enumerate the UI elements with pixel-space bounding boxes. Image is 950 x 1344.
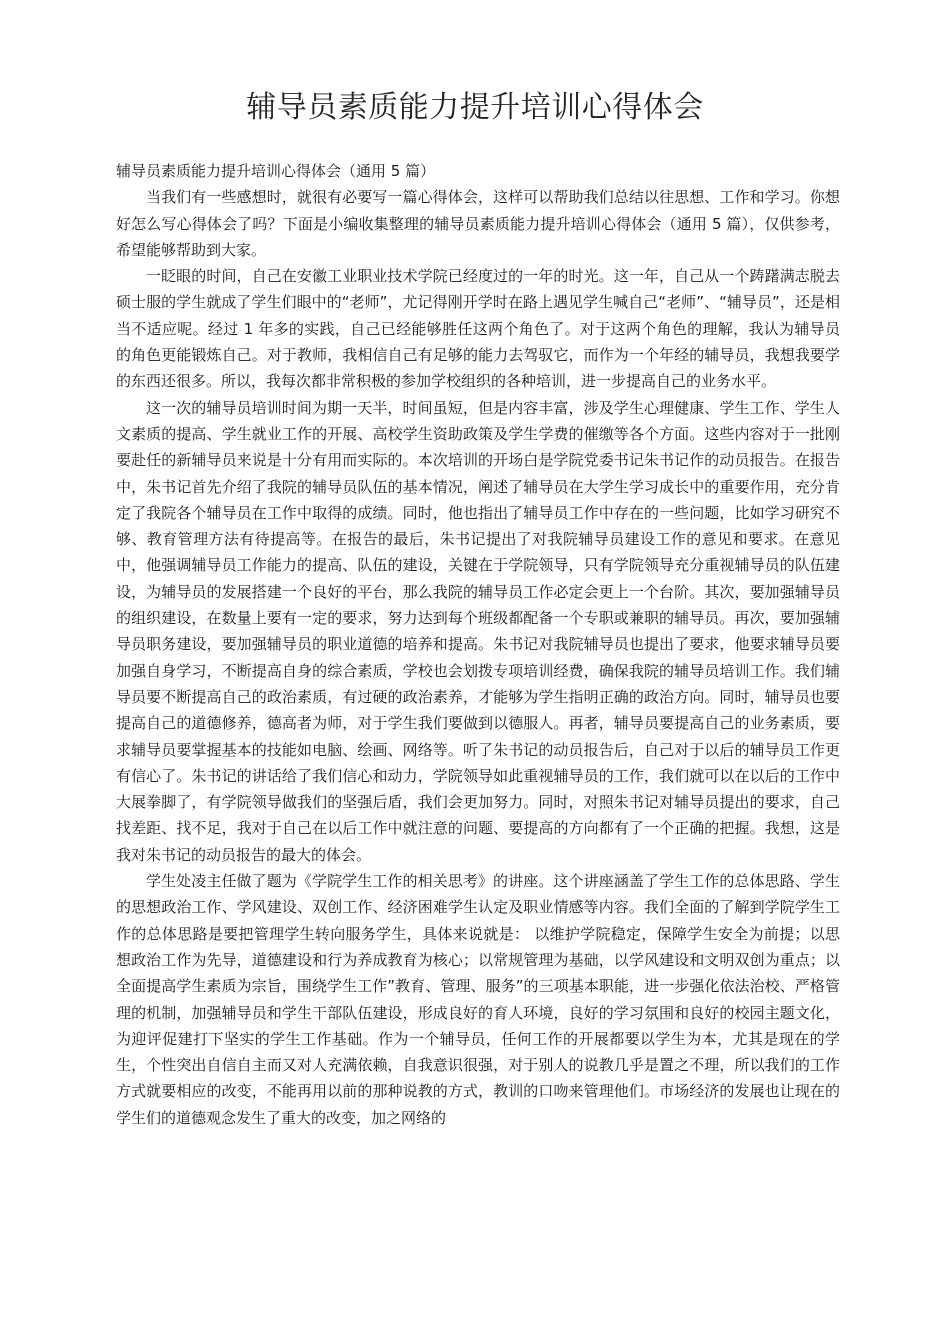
document-subtitle: 辅导员素质能力提升培训心得体会（通用 5 篇） xyxy=(116,162,436,180)
document-title: 辅导员素质能力提升培训心得体会 xyxy=(246,90,704,125)
document-body xyxy=(116,158,840,1131)
paragraph-one-year: 一眨眼的时间，自己在安徽工业职业技术学院已经度过的一年的时光。这一年，自己从一个踌躇满志脱去硕士服的学生就成了学生们眼中的“老师”，尤记得刚开学时在路上遇见学生喊自己“老师”、“辅导员”，还是相当不适应呢。经过 1 年多的实践，自己已经能够胜任这两个角色了。对于这两个角色的理解，我认为辅导员的角色更能锻炼自己。对于教师，我相信自己有足够的能力去驾驭它，而作为一个年经的辅导员，我想我要学的东西还很多。所以，我每次都非常积极的参加学校组织的各种培训，进一步提高自己的业务水平。 xyxy=(116,267,840,391)
paragraph-lecture: 学生处凌主任做了题为《学院学生工作的相关思考》的讲座。这个讲座涵盖了学生工作的总体思路、学生的思想政治工作、学风建设、双创工作、经济困难学生认定及职业情感等内容。我们全面的了解到学院学生工作的总体思路是要把管理学生转向服务学生，具体来说就是： 以维护学院稳定，保障学生安全为前提；以思想政治工作为先导，道德建设和行为养成教育为核心；以常规管理为基础，以学风建设和文明双创为重点；以全面提高学生素质为宗旨，围绕学生工作”教育、管理、服务”的三项基本职能，进一步强化依法治校、严格管理的机制，加强辅导员和学生干部队伍建设，形成良好的育人环境，良好的学习氛围和良好的校园主题文化，为迎评促建打下坚实的学生工作基础。作为一个辅导员，任何工作的开展都要以学生为本，尤其是现在的学生，个性突出自信自主而又对人充满依赖，自我意识很强，对于别人的说教几乎是置之不理，所以我们的工作方式就要相应的改变，不能再用以前的那种说教的方式，教训的口吻来管理他们。市场经济的发展也让现在的学生们的道德观念发生了重大的改变，加之网络的 xyxy=(116,872,840,1127)
paragraph-training: 这一次的辅导员培训时间为期一天半，时间虽短，但是内容丰富，涉及学生心理健康、学生工作、学生人文素质的提高、学生就业工作的开展、高校学生资助政策及学生学费的催缴等各个方面。这些内容对于一批刚要赴任的新辅导员来说是十分有用而实际的。本次培训的开场白是学院党委书记朱书记作的动员报告。在报告中，朱书记首先介绍了我院的辅导员队伍的基本情况，阐述了辅导员在大学生学习成长中的重要作用，充分肯定了我院各个辅导员在工作中取得的成绩。同时，他也指出了辅导员工作中存在的一些问题，比如学习研究不够、教育管理方法有待提高等。在报告的最后，朱书记提出了对我院辅导员建设工作的意见和要求。在意见中，他强调辅导员工作能力的提高、队伍的建设，关键在于学院领导，只有学院领导充分重视辅导员的队伍建设，为辅导员的发展搭建一个良好的平台，那么我院的辅导员工作必定会更上一个台阶。其次，要加强辅导员的组织建设，在数量上要有一定的要求，努力达到每个班级都配备一个专职或兼职的辅导员。再次，要加强辅导员职务建设，要加强辅导员的职业道德的培养和提高。朱书记对我院辅导员也提出了要求，他要求辅导员要加强自身学习，不断提高自身的综合素质，学校也会划拨专项培训经费，确保我院的辅导员培训工作。我们辅导员要不断提高自己的政治素质，有过硬的政治素养，才能够为学生指明正确的政治方向。同时，辅导员也要提高自己的道德修养，德高者为师，对于学生我们要做到以德服人。再者，辅导员要提高自己的业务素质，要求辅导员要掌握基本的技能如电脑、绘画、网络等。听了朱书记的动员报告后，自己对于以后的辅导员工作更有信心了。朱书记的讲话给了我们信心和动力，学院领导如此重视辅导员的工作，我们就可以在以后的工作中大展拳脚了，有学院领导做我们的坚强后盾，我们会更加努力。同时，对照朱书记对辅导员提出的要求，自己找差距、找不足，我对于自己在以后工作中就注意的问题、要提高的方向都有了一个正确的把握。我想，这是我对朱书记的动员报告的最大的体会。 xyxy=(116,398,840,864)
paragraph-intro: 当我们有一些感想时，就很有必要写一篇心得体会，这样可以帮助我们总结以往思想、工作和学习。你想好怎么写心得体会了吗？下面是小编收集整理的辅导员素质能力提升培训心得体会（通用 5 篇），仅供参考，希望能够帮助到大家。 xyxy=(116,188,840,259)
